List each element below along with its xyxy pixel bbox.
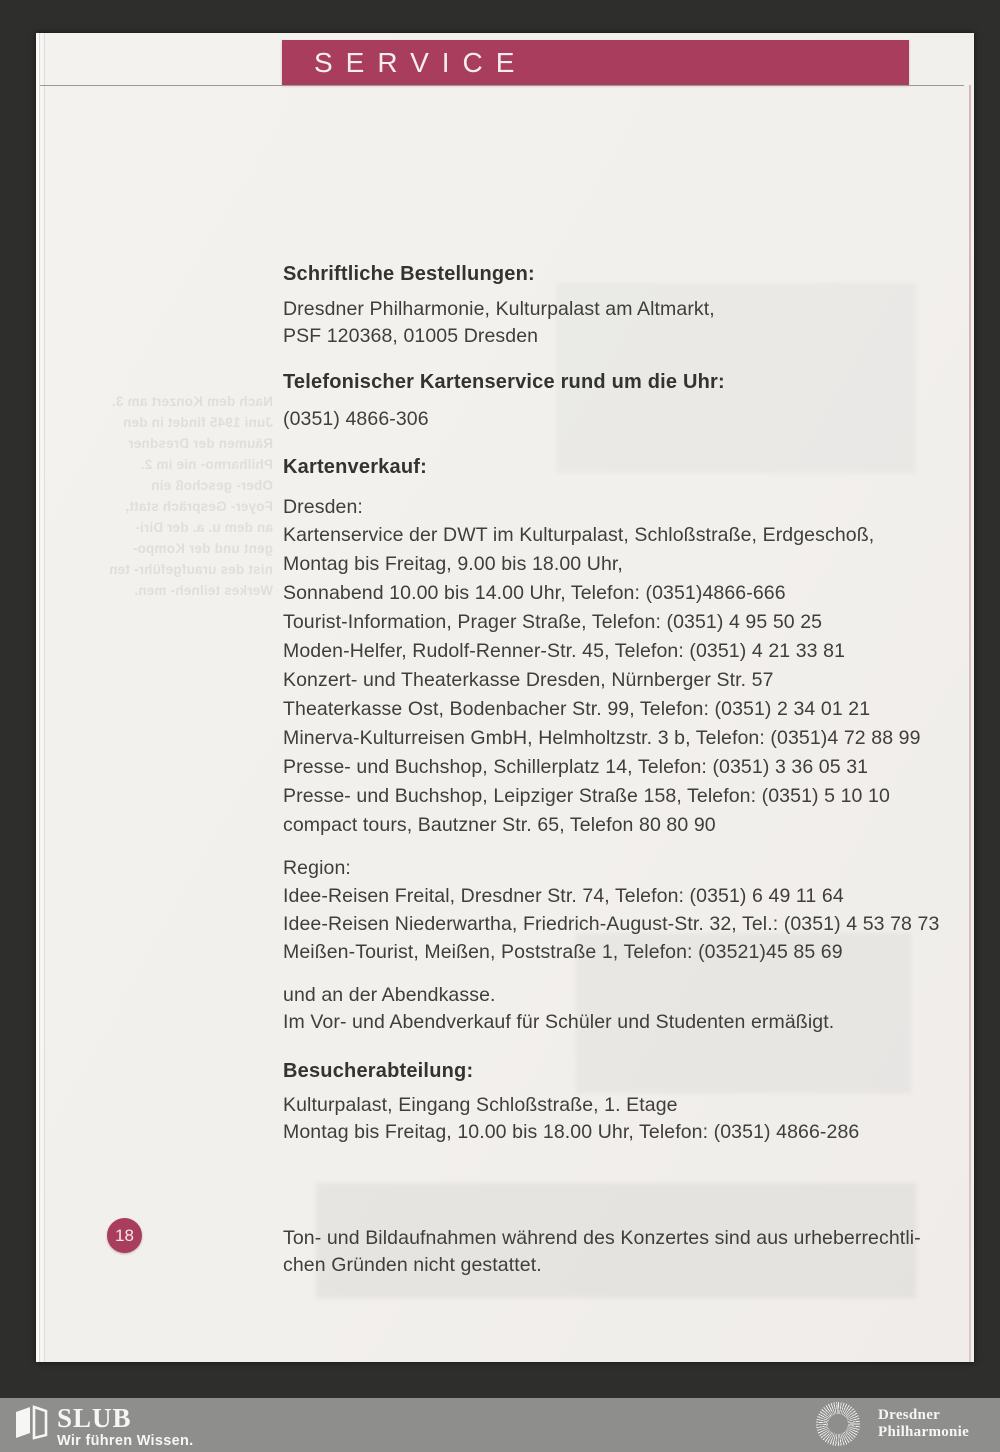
- starburst-center: [828, 1414, 848, 1434]
- outlet-line: Idee-Reisen Niederwartha, Friedrich-August-Str. 32, Tel.: (0351) 4 53 78 73: [283, 913, 940, 935]
- outlet-line: Idee-Reisen Freital, Dresdner Str. 74, Telefon: (0351) 6 49 11 64: [283, 885, 844, 907]
- slub-texts: [57, 1403, 193, 1449]
- viewer-footer-bar: [0, 1398, 1000, 1452]
- starburst-logo-icon: [816, 1402, 860, 1446]
- outlet-line: Minerva-Kulturreisen GmbH, Helmholtzstr. 3 b, Telefon: (0351)4 72 88 99: [283, 727, 921, 749]
- page-fold-line: [969, 85, 971, 1362]
- outlet-line: Moden-Helfer, Rudolf-Renner-Str. 45, Telefon: (0351) 4 21 33 81: [283, 640, 846, 662]
- evening-box-office-line: und an der Abendkasse.: [283, 984, 496, 1006]
- outlet-line: compact tours, Bautzner Str. 65, Telefon 80 80 90: [283, 814, 716, 836]
- region-outlet-list: [283, 882, 948, 966]
- heading-phone-service: Telefonischer Kartenservice rund um die Uhr:: [283, 371, 725, 393]
- page-title: SERVICE: [314, 46, 528, 78]
- heading-written-orders: Schriftliche Bestellungen:: [283, 263, 535, 285]
- open-book-icon: [14, 1405, 48, 1441]
- outlet-line: Tourist-Information, Prager Straße, Telefon: (0351) 4 95 50 25: [283, 611, 823, 633]
- phone-number: (0351) 4866-306: [283, 408, 429, 430]
- dresden-label: Dresden:: [283, 496, 363, 518]
- address-line: PSF 120368, 01005 Dresden: [283, 325, 539, 347]
- outlet-line: Meißen-Tourist, Meißen, Poststraße 1, Telefon: (03521)45 85 69: [283, 941, 843, 963]
- heading-ticket-sales: Kartenverkauf:: [283, 456, 427, 478]
- copyright-note-line: chen Gründen nicht gestattet.: [283, 1254, 542, 1276]
- outlet-line: Montag bis Freitag, 9.00 bis 18.00 Uhr,: [283, 553, 623, 575]
- philharmonie-wordmark: [878, 1407, 988, 1441]
- visitor-dept-line: Kulturpalast, Eingang Schloßstraße, 1. Etage: [283, 1094, 678, 1116]
- outlet-line: Theaterkasse Ost, Bodenbacher Str. 99, Telefon: (0351) 2 34 01 21: [283, 698, 871, 720]
- scanned-page: [36, 33, 974, 1362]
- copyright-note-line: Ton- und Bildaufnahmen während des Konzertes sind aus urheberrechtli-: [283, 1227, 921, 1249]
- outlet-line: Sonnabend 10.00 bis 14.00 Uhr, Telefon: (0351)4866-666: [283, 582, 786, 604]
- region-label: Region:: [283, 857, 351, 879]
- slub-tagline: Wir führen Wissen.: [57, 1433, 194, 1449]
- outlet-line: Presse- und Buchshop, Leipziger Straße 158, Telefon: (0351) 5 10 10: [283, 785, 890, 807]
- philharmonie-line1: Dresdner: [878, 1407, 941, 1423]
- discount-line: Im Vor- und Abendverkauf für Schüler und Studenten ermäßigt.: [283, 1011, 835, 1033]
- page-number-badge: 18: [107, 1218, 142, 1253]
- header-rule: [40, 85, 964, 86]
- visitor-dept-line: Montag bis Freitag, 10.00 bis 18.00 Uhr, Telefon: (0351) 4866-286: [283, 1121, 860, 1143]
- dresden-outlet-list: [283, 521, 948, 840]
- outlet-line: Konzert- und Theaterkasse Dresden, Nürnberger Str. 57: [283, 669, 774, 691]
- slub-branding: [14, 1403, 193, 1449]
- philharmonie-branding: [816, 1402, 988, 1446]
- outlet-line: Kartenservice der DWT im Kulturpalast, Schloßstraße, Erdgeschoß,: [283, 524, 875, 546]
- outlet-line: Presse- und Buchshop, Schillerplatz 14, Telefon: (0351) 3 36 05 31: [283, 756, 869, 778]
- section-header-band: [282, 40, 909, 85]
- philharmonie-line2: Philharmonie: [878, 1424, 970, 1440]
- heading-visitor-dept: Besucherabteilung:: [283, 1060, 474, 1082]
- page-stack-edge: [36, 33, 48, 1362]
- text-column: [283, 261, 948, 1279]
- bleedthrough-text: Nach dem Konzert am 3. Juni 1945 findet in den Räumen der Dresdner Philharmo- nie im 2. Ober- geschoß ein Foyer- Gespräch statt, an dem u. a. der Diri- gent und der Kompo- nist des uraufgeführ- ten Werkes teilneh- men.: [108, 394, 273, 598]
- address-line: Dresdner Philharmonie, Kulturpalast am Altmarkt,: [283, 298, 715, 320]
- slub-wordmark: SLUB: [57, 1403, 132, 1433]
